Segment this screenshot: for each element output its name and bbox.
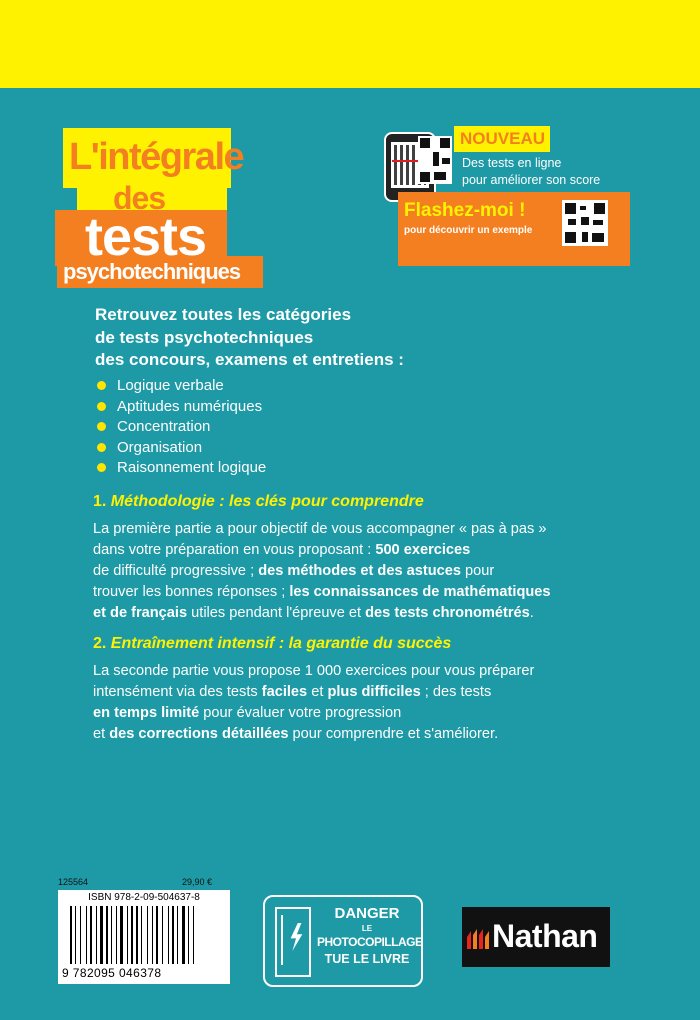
section2-body: [93, 661, 653, 745]
barcode-bar: [172, 906, 174, 964]
barcode-bar: [136, 906, 138, 964]
price: 29,90 €: [182, 877, 213, 887]
danger-le: LE: [361, 924, 373, 933]
intro-text: [95, 304, 404, 372]
product-code: 125564: [58, 877, 89, 887]
barcode-bar: [168, 906, 169, 964]
list-item: [97, 417, 266, 438]
promo-line1: Des tests en ligne: [462, 156, 562, 170]
bullet-icon: [97, 422, 106, 431]
logo-line4: psychotechniques: [63, 259, 241, 284]
bold-text: et de français: [93, 605, 188, 621]
barcode-bar: [147, 906, 148, 964]
barcode-bar: [131, 906, 133, 964]
publisher-name: Nathan: [492, 918, 598, 954]
book-title-logo: [55, 128, 270, 298]
isbn-barcode: [58, 890, 230, 984]
section2-title: [93, 635, 451, 653]
book-icon: [275, 907, 311, 977]
section2-number: 2.: [93, 635, 111, 652]
section1-line3: [93, 561, 653, 582]
barcode-bar: [162, 906, 163, 964]
online-tests-promo: [380, 126, 630, 266]
bold-text: 500 exercices: [375, 542, 471, 558]
bold-text: en temps limité: [93, 705, 200, 721]
bold-text: plus difficiles: [327, 684, 421, 700]
publisher-logo: [462, 907, 610, 967]
bullet-icon: [97, 402, 106, 411]
flash-me-subtitle: pour découvrir un exemple: [404, 225, 533, 236]
category-label: Logique verbale: [117, 377, 224, 394]
text: intensément via des tests: [93, 684, 262, 700]
text: et: [93, 726, 110, 742]
intro-line2: de tests psychotechniques: [95, 327, 314, 347]
logo-line1: L'intégrale: [69, 136, 244, 178]
barcode-bar: [188, 906, 189, 964]
text: ; des tests: [420, 684, 492, 700]
barcode-bar: [156, 906, 158, 964]
barcode-number: 9 782095 046378: [62, 966, 162, 980]
section2-line4: [93, 724, 653, 745]
intro-line3: des concours, examens et entretiens :: [95, 350, 404, 369]
section2-line3: [93, 703, 653, 724]
barcode-bar: [90, 906, 92, 964]
text: dans votre préparation en vous proposant :: [93, 542, 376, 558]
section1-number: 1.: [93, 493, 111, 510]
intro-line1: Retrouvez toutes les catégories: [95, 305, 352, 324]
text: utiles pendant l'épreuve et: [187, 605, 366, 621]
barcode-bar: [177, 906, 178, 964]
bold-text: faciles: [261, 684, 308, 700]
section1-line4: [93, 582, 653, 603]
bullet-icon: [97, 381, 106, 390]
top-color-band: [0, 0, 700, 88]
text: pour évaluer votre progression: [199, 705, 402, 721]
section2-line2: [93, 682, 653, 703]
bold-text: des méthodes et des astuces: [258, 563, 461, 579]
barcode-bar: [106, 906, 108, 964]
section1-line2: [93, 540, 653, 561]
text: et: [307, 684, 328, 700]
text: pour comprendre et s'améliorer.: [288, 726, 499, 742]
section1-title-text: Méthodologie : les clés pour comprendre: [110, 493, 424, 510]
category-list: [97, 376, 266, 479]
danger-word: DANGER: [334, 905, 400, 922]
danger-tue-le-livre: TUE LE LIVRE: [324, 952, 410, 966]
category-label: Organisation: [117, 438, 203, 456]
list-item: [97, 438, 266, 459]
barcode-bar: [80, 906, 81, 964]
promo-line2: pour améliorer son score: [462, 173, 601, 187]
section1-line5: [93, 603, 653, 624]
barcode-bar: [86, 906, 87, 964]
barcode-bar: [70, 906, 72, 964]
barcode-bar: [116, 906, 117, 964]
bold-text: les connaissances de mathématiques: [289, 584, 551, 600]
barcode-bar: [120, 906, 123, 964]
category-label: Concentration: [117, 418, 211, 435]
qr-code-icon: [418, 136, 452, 184]
qr-code-example[interactable]: [562, 200, 608, 246]
barcode-bar: [127, 906, 128, 964]
logo-line2: des: [113, 180, 166, 216]
danger-photocopillage: PHOTOCOPILLAGE: [317, 935, 423, 949]
barcode-bars: [70, 906, 224, 964]
section2-line1: La seconde partie vous propose 1 000 exercices pour vous préparer: [93, 663, 535, 679]
new-badge-label: NOUVEAU: [460, 129, 546, 148]
bold-text: des tests chronométrés: [365, 605, 530, 621]
list-item: [97, 397, 266, 418]
barcode-bar: [193, 906, 194, 964]
flash-me-box: [398, 192, 630, 266]
barcode-bar: [100, 906, 103, 964]
text: .: [529, 605, 534, 621]
photocopy-warning-logo: [263, 895, 423, 987]
barcode-bar: [152, 906, 153, 964]
text: pour: [461, 563, 495, 579]
section2-title-text: Entraînement intensif : la garantie du succès: [110, 635, 452, 652]
nathan-mark-icon: [467, 929, 493, 949]
barcode-bar: [111, 906, 112, 964]
bullet-icon: [97, 463, 106, 472]
section1-body: [93, 519, 653, 624]
section1-title: [93, 493, 424, 511]
category-label: Aptitudes numériques: [117, 397, 263, 415]
text: trouver les bonnes réponses ;: [93, 584, 290, 600]
logo-line3: tests: [85, 207, 207, 267]
list-item: [97, 376, 266, 397]
section1-line1: La première partie a pour objectif de vous accompagner « pas à pas »: [93, 521, 547, 537]
isbn-text: ISBN 978-2-09-504637-8: [88, 892, 200, 903]
new-badge: [454, 126, 550, 152]
flash-me-title: Flashez-moi !: [404, 200, 526, 221]
barcode-bar: [141, 906, 142, 964]
bold-text: des corrections détaillées: [109, 726, 289, 742]
bullet-icon: [97, 443, 106, 452]
barcode-bar: [96, 906, 97, 964]
text: de difficulté progressive ;: [93, 563, 259, 579]
list-item: [97, 458, 266, 479]
barcode-bar: [75, 906, 76, 964]
barcode-bar: [182, 906, 185, 964]
category-label: Raisonnement logique: [117, 459, 267, 476]
